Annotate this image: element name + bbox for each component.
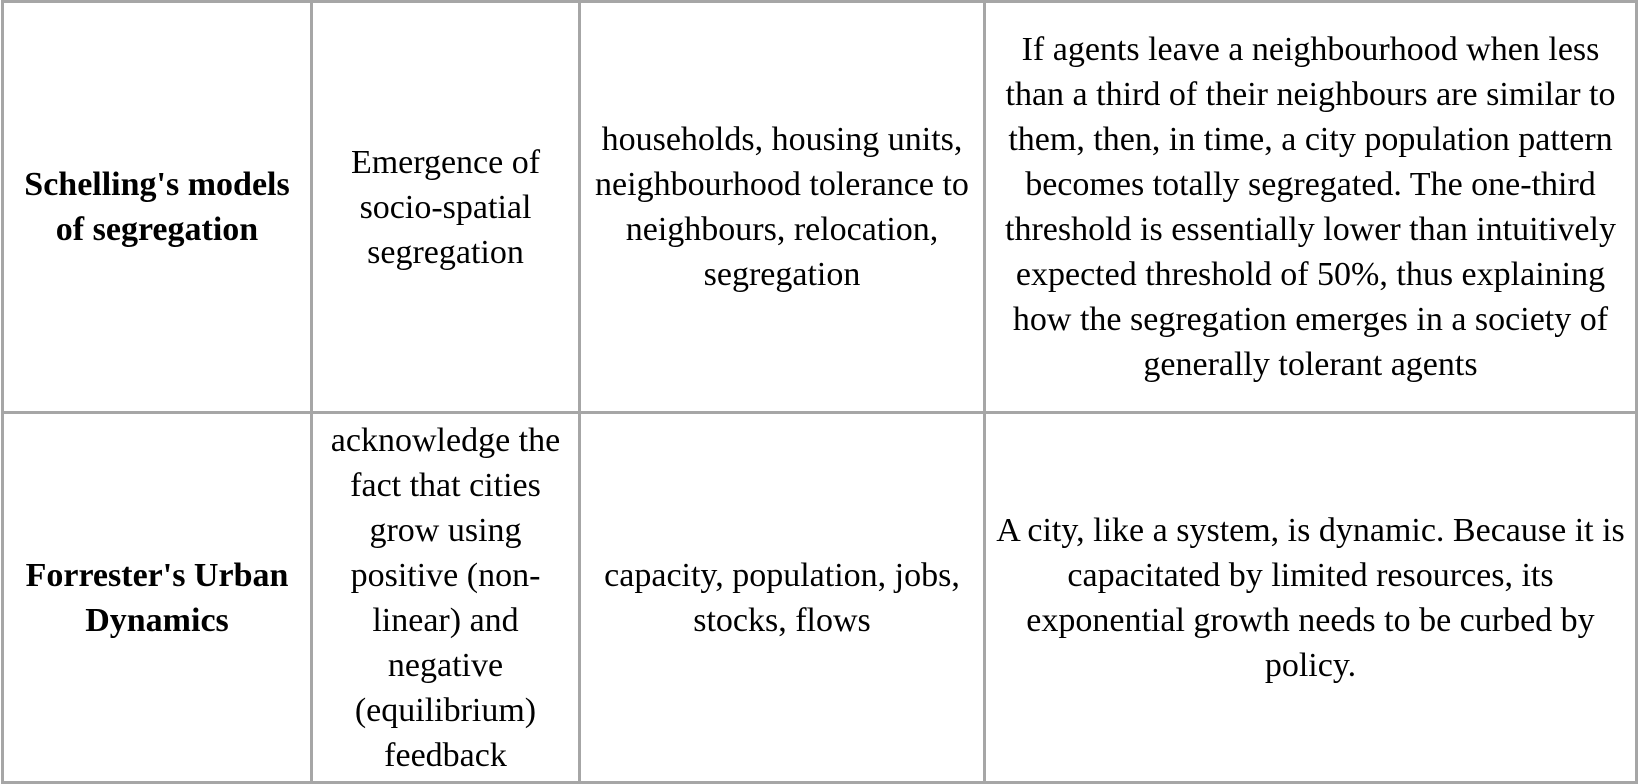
purpose-cell: Emergence of socio-spatial segregation xyxy=(312,2,580,413)
table-row xyxy=(3,2,1637,413)
purpose-cell: acknowledge the fact that cities grow using positive (non- linear) and negative (equilibrium) feedback xyxy=(312,413,580,783)
concepts-cell: households, housing units, neighbourhood tolerance to neighbours, relocation, segregation xyxy=(580,2,985,413)
models-table xyxy=(1,0,1638,784)
table-row xyxy=(3,413,1637,783)
model-name-cell: Schelling's models of segregation xyxy=(3,2,312,413)
finding-cell: If agents leave a neighbourhood when less than a third of their neighbours are similar to them, then, in time, a city population pattern becomes totally segregated. The one-third threshold is essentially lower than intuitively expected threshold of 50%, thus explaining how the segregation emerges in a society of generally tolerant agents xyxy=(985,2,1637,413)
model-name-cell: Forrester's Urban Dynamics xyxy=(3,413,312,783)
finding-cell: A city, like a system, is dynamic. Because it is capacitated by limited resources, its exponential growth needs to be curbed by policy. xyxy=(985,413,1637,783)
concepts-cell: capacity, population, jobs, stocks, flows xyxy=(580,413,985,783)
